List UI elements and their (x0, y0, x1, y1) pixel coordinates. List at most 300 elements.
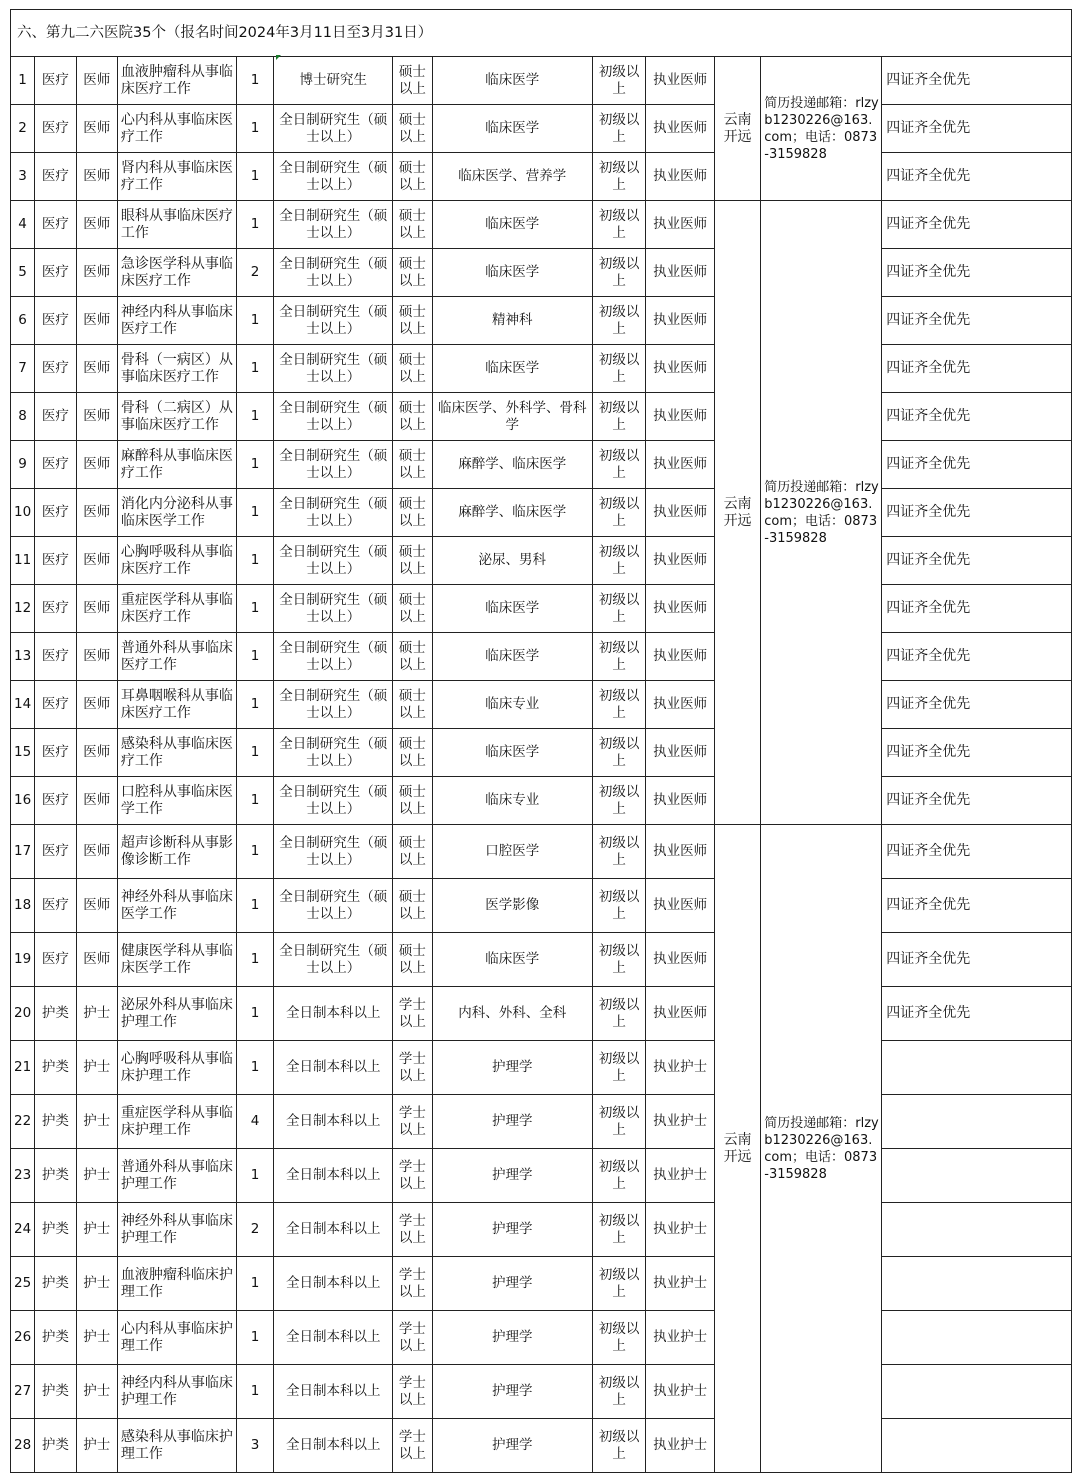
table-row (11, 633, 1072, 681)
education-cell: 全日制本科以上 (274, 1095, 393, 1149)
education-cell: 全日制研究生（硕士以上） (274, 729, 393, 777)
table-row (11, 201, 1072, 249)
education-cell: 全日制本科以上 (274, 1311, 393, 1365)
education-cell: 全日制本科以上 (274, 1419, 393, 1473)
degree-cell: 硕士以上 (393, 879, 432, 933)
category-cell: 医疗 (35, 585, 76, 633)
headcount-cell: 1 (236, 489, 273, 537)
row-number-cell: 20 (11, 987, 35, 1041)
position-type-cell: 护士 (76, 1149, 117, 1203)
job-description-cell: 血液肿瘤科临床护理工作 (117, 1257, 236, 1311)
major-cell: 临床医学 (432, 57, 592, 105)
major-cell: 护理学 (432, 1095, 592, 1149)
headcount-cell: 1 (236, 933, 273, 987)
table-row (11, 1257, 1072, 1311)
education-cell: 全日制研究生（硕士以上） (274, 249, 393, 297)
professional-title-cell: 初级以上 (592, 879, 645, 933)
job-description-cell: 心胸呼吸科从事临床护理工作 (117, 1041, 236, 1095)
major-cell: 麻醉学、临床医学 (432, 441, 592, 489)
position-type-cell: 医师 (76, 933, 117, 987)
degree-cell: 硕士以上 (393, 489, 432, 537)
note-cell: 四证齐全优先 (882, 987, 1072, 1041)
degree-cell: 硕士以上 (393, 249, 432, 297)
note-cell: 四证齐全优先 (882, 441, 1072, 489)
position-type-cell: 医师 (76, 633, 117, 681)
headcount-cell: 1 (236, 345, 273, 393)
education-cell: 全日制本科以上 (274, 1149, 393, 1203)
professional-title-cell: 初级以上 (592, 1041, 645, 1095)
certificate-cell: 执业医师 (646, 879, 715, 933)
location-cell: 云南 开远 (714, 57, 760, 201)
note-cell: 四证齐全优先 (882, 57, 1072, 105)
table-title-row (11, 10, 1072, 57)
major-cell: 医学影像 (432, 879, 592, 933)
position-type-cell: 护士 (76, 1419, 117, 1473)
degree-cell: 硕士以上 (393, 393, 432, 441)
headcount-cell: 2 (236, 1203, 273, 1257)
category-cell: 护类 (35, 1257, 76, 1311)
job-description-cell: 感染科从事临床护理工作 (117, 1419, 236, 1473)
major-cell: 护理学 (432, 1041, 592, 1095)
degree-cell: 硕士以上 (393, 153, 432, 201)
certificate-cell: 执业医师 (646, 987, 715, 1041)
major-cell: 临床医学 (432, 201, 592, 249)
degree-cell: 学士以上 (393, 1365, 432, 1419)
degree-cell: 学士以上 (393, 1203, 432, 1257)
education-cell: 全日制研究生（硕士以上） (274, 393, 393, 441)
degree-cell: 学士以上 (393, 1419, 432, 1473)
degree-cell: 硕士以上 (393, 105, 432, 153)
professional-title-cell: 初级以上 (592, 1149, 645, 1203)
professional-title-cell: 初级以上 (592, 345, 645, 393)
education-cell: 全日制研究生（硕士以上） (274, 297, 393, 345)
note-cell (882, 1203, 1072, 1257)
professional-title-cell: 初级以上 (592, 489, 645, 537)
table-row (11, 297, 1072, 345)
professional-title-cell: 初级以上 (592, 633, 645, 681)
category-cell: 医疗 (35, 105, 76, 153)
professional-title-cell: 初级以上 (592, 1311, 645, 1365)
note-cell: 四证齐全优先 (882, 537, 1072, 585)
professional-title-cell: 初级以上 (592, 297, 645, 345)
row-number-cell: 17 (11, 825, 35, 879)
headcount-cell: 1 (236, 729, 273, 777)
degree-cell: 硕士以上 (393, 777, 432, 825)
location-cell: 云南 开远 (714, 825, 760, 1473)
headcount-cell: 1 (236, 1311, 273, 1365)
table-row (11, 1203, 1072, 1257)
position-type-cell: 医师 (76, 537, 117, 585)
table-row (11, 681, 1072, 729)
row-number-cell: 2 (11, 105, 35, 153)
education-cell: 全日制本科以上 (274, 987, 393, 1041)
degree-cell: 硕士以上 (393, 297, 432, 345)
professional-title-cell: 初级以上 (592, 201, 645, 249)
headcount-cell: 1 (236, 297, 273, 345)
certificate-cell: 执业医师 (646, 297, 715, 345)
note-cell: 四证齐全优先 (882, 489, 1072, 537)
note-cell: 四证齐全优先 (882, 825, 1072, 879)
certificate-cell: 执业护士 (646, 1203, 715, 1257)
job-description-cell: 骨科（一病区）从事临床医疗工作 (117, 345, 236, 393)
job-description-cell: 重症医学科从事临床医疗工作 (117, 585, 236, 633)
job-description-cell: 口腔科从事临床医学工作 (117, 777, 236, 825)
certificate-cell: 执业医师 (646, 249, 715, 297)
degree-cell: 硕士以上 (393, 585, 432, 633)
education-cell: 全日制研究生（硕士以上） (274, 489, 393, 537)
degree-cell: 硕士以上 (393, 537, 432, 585)
note-cell: 四证齐全优先 (882, 201, 1072, 249)
degree-cell: 学士以上 (393, 1041, 432, 1095)
education-cell: 全日制研究生（硕士以上） (274, 201, 393, 249)
headcount-cell: 1 (236, 153, 273, 201)
category-cell: 护类 (35, 1311, 76, 1365)
education-cell: 全日制研究生（硕士以上） (274, 933, 393, 987)
headcount-cell: 1 (236, 681, 273, 729)
certificate-cell: 执业护士 (646, 1419, 715, 1473)
major-cell: 临床医学 (432, 633, 592, 681)
headcount-cell: 1 (236, 393, 273, 441)
category-cell: 医疗 (35, 537, 76, 585)
table-title: 六、第九二六医院35个（报名时间2024年3月11日至3月31日） (11, 10, 1072, 57)
professional-title-cell: 初级以上 (592, 537, 645, 585)
education-cell: 全日制研究生（硕士以上） (274, 441, 393, 489)
note-cell: 四证齐全优先 (882, 933, 1072, 987)
table-row (11, 987, 1072, 1041)
position-type-cell: 医师 (76, 729, 117, 777)
job-description-cell: 神经外科从事临床医学工作 (117, 879, 236, 933)
position-type-cell: 医师 (76, 489, 117, 537)
table-row (11, 393, 1072, 441)
table-row (11, 1041, 1072, 1095)
row-number-cell: 24 (11, 1203, 35, 1257)
category-cell: 医疗 (35, 201, 76, 249)
table-row (11, 933, 1072, 987)
major-cell: 护理学 (432, 1149, 592, 1203)
job-description-cell: 麻醉科从事临床医疗工作 (117, 441, 236, 489)
position-type-cell: 医师 (76, 825, 117, 879)
professional-title-cell: 初级以上 (592, 393, 645, 441)
certificate-cell: 执业医师 (646, 729, 715, 777)
position-type-cell: 医师 (76, 393, 117, 441)
professional-title-cell: 初级以上 (592, 987, 645, 1041)
job-description-cell: 神经内科从事临床护理工作 (117, 1365, 236, 1419)
headcount-cell: 1 (236, 1365, 273, 1419)
category-cell: 医疗 (35, 633, 76, 681)
job-description-cell: 泌尿外科从事临床护理工作 (117, 987, 236, 1041)
job-description-cell: 普通外科从事临床医疗工作 (117, 633, 236, 681)
table-row (11, 729, 1072, 777)
job-description-cell: 心内科从事临床医疗工作 (117, 105, 236, 153)
headcount-cell: 1 (236, 1149, 273, 1203)
row-number-cell: 4 (11, 201, 35, 249)
professional-title-cell: 初级以上 (592, 1365, 645, 1419)
row-number-cell: 14 (11, 681, 35, 729)
note-cell: 四证齐全优先 (882, 585, 1072, 633)
note-cell: 四证齐全优先 (882, 297, 1072, 345)
row-number-cell: 15 (11, 729, 35, 777)
category-cell: 护类 (35, 1203, 76, 1257)
education-cell: 全日制本科以上 (274, 1203, 393, 1257)
table-row (11, 1419, 1072, 1473)
major-cell: 临床医学 (432, 729, 592, 777)
position-type-cell: 护士 (76, 1365, 117, 1419)
degree-cell: 学士以上 (393, 1311, 432, 1365)
headcount-cell: 1 (236, 777, 273, 825)
major-cell: 临床医学、外科学、骨科学 (432, 393, 592, 441)
certificate-cell: 执业医师 (646, 393, 715, 441)
category-cell: 医疗 (35, 345, 76, 393)
note-cell: 四证齐全优先 (882, 249, 1072, 297)
position-type-cell: 医师 (76, 777, 117, 825)
professional-title-cell: 初级以上 (592, 1095, 645, 1149)
education-cell: 全日制研究生（硕士以上） (274, 105, 393, 153)
category-cell: 护类 (35, 987, 76, 1041)
professional-title-cell: 初级以上 (592, 585, 645, 633)
row-number-cell: 9 (11, 441, 35, 489)
job-description-cell: 眼科从事临床医疗工作 (117, 201, 236, 249)
row-number-cell: 26 (11, 1311, 35, 1365)
table-row (11, 879, 1072, 933)
table-row (11, 153, 1072, 201)
job-description-cell: 急诊医学科从事临床医疗工作 (117, 249, 236, 297)
row-number-cell: 8 (11, 393, 35, 441)
professional-title-cell: 初级以上 (592, 933, 645, 987)
headcount-cell: 1 (236, 105, 273, 153)
row-number-cell: 22 (11, 1095, 35, 1149)
education-cell: 全日制本科以上 (274, 1041, 393, 1095)
table-row (11, 825, 1072, 879)
major-cell: 内科、外科、全科 (432, 987, 592, 1041)
table-row (11, 1149, 1072, 1203)
table-row (11, 777, 1072, 825)
row-number-cell: 5 (11, 249, 35, 297)
headcount-cell: 3 (236, 1419, 273, 1473)
certificate-cell: 执业医师 (646, 489, 715, 537)
headcount-cell: 1 (236, 585, 273, 633)
major-cell: 护理学 (432, 1257, 592, 1311)
education-cell: 博士研究生 (274, 57, 393, 105)
degree-cell: 硕士以上 (393, 681, 432, 729)
position-type-cell: 医师 (76, 297, 117, 345)
contact-cell: 简历投递邮箱：rlzyb1230226@163.com；电话：0873-3159828 (761, 201, 882, 825)
major-cell: 临床医学 (432, 345, 592, 393)
position-type-cell: 医师 (76, 345, 117, 393)
category-cell: 医疗 (35, 249, 76, 297)
row-number-cell: 11 (11, 537, 35, 585)
category-cell: 护类 (35, 1149, 76, 1203)
category-cell: 护类 (35, 1419, 76, 1473)
row-number-cell: 13 (11, 633, 35, 681)
row-number-cell: 19 (11, 933, 35, 987)
note-cell: 四证齐全优先 (882, 345, 1072, 393)
headcount-cell: 1 (236, 879, 273, 933)
table-row (11, 345, 1072, 393)
education-cell: 全日制研究生（硕士以上） (274, 825, 393, 879)
degree-cell: 硕士以上 (393, 201, 432, 249)
table-row (11, 537, 1072, 585)
position-type-cell: 医师 (76, 201, 117, 249)
job-description-cell: 普通外科从事临床护理工作 (117, 1149, 236, 1203)
professional-title-cell: 初级以上 (592, 441, 645, 489)
job-description-cell: 神经内科从事临床医疗工作 (117, 297, 236, 345)
note-cell: 四证齐全优先 (882, 393, 1072, 441)
job-description-cell: 感染科从事临床医疗工作 (117, 729, 236, 777)
position-type-cell: 护士 (76, 1311, 117, 1365)
position-type-cell: 医师 (76, 585, 117, 633)
position-type-cell: 护士 (76, 1095, 117, 1149)
category-cell: 医疗 (35, 441, 76, 489)
professional-title-cell: 初级以上 (592, 1257, 645, 1311)
location-cell: 云南 开远 (714, 201, 760, 825)
job-description-cell: 骨科（二病区）从事临床医疗工作 (117, 393, 236, 441)
job-description-cell: 血液肿瘤科从事临床医疗工作 (117, 57, 236, 105)
row-number-cell: 25 (11, 1257, 35, 1311)
certificate-cell: 执业医师 (646, 201, 715, 249)
degree-cell: 硕士以上 (393, 933, 432, 987)
major-cell: 护理学 (432, 1419, 592, 1473)
certificate-cell: 执业医师 (646, 585, 715, 633)
education-cell: 全日制本科以上 (274, 1257, 393, 1311)
category-cell: 医疗 (35, 393, 76, 441)
note-cell: 四证齐全优先 (882, 729, 1072, 777)
headcount-cell: 1 (236, 825, 273, 879)
note-cell: 四证齐全优先 (882, 681, 1072, 729)
education-cell: 全日制研究生（硕士以上） (274, 777, 393, 825)
education-cell: 全日制研究生（硕士以上） (274, 585, 393, 633)
certificate-cell: 执业护士 (646, 1095, 715, 1149)
category-cell: 医疗 (35, 681, 76, 729)
position-type-cell: 护士 (76, 1257, 117, 1311)
note-cell (882, 1365, 1072, 1419)
education-cell: 全日制研究生（硕士以上） (274, 681, 393, 729)
position-type-cell: 医师 (76, 57, 117, 105)
position-type-cell: 医师 (76, 249, 117, 297)
row-number-cell: 16 (11, 777, 35, 825)
cell-comment-marker (276, 55, 281, 60)
degree-cell: 硕士以上 (393, 729, 432, 777)
category-cell: 护类 (35, 1095, 76, 1149)
professional-title-cell: 初级以上 (592, 825, 645, 879)
major-cell: 泌尿、男科 (432, 537, 592, 585)
row-number-cell: 3 (11, 153, 35, 201)
certificate-cell: 执业护士 (646, 1365, 715, 1419)
certificate-cell: 执业医师 (646, 537, 715, 585)
degree-cell: 硕士以上 (393, 57, 432, 105)
row-number-cell: 6 (11, 297, 35, 345)
category-cell: 医疗 (35, 879, 76, 933)
job-description-cell: 耳鼻咽喉科从事临床医疗工作 (117, 681, 236, 729)
certificate-cell: 执业医师 (646, 441, 715, 489)
position-type-cell: 医师 (76, 441, 117, 489)
note-cell (882, 1149, 1072, 1203)
degree-cell: 学士以上 (393, 987, 432, 1041)
certificate-cell: 执业医师 (646, 681, 715, 729)
major-cell: 临床医学 (432, 105, 592, 153)
headcount-cell: 2 (236, 249, 273, 297)
position-type-cell: 护士 (76, 1041, 117, 1095)
job-description-cell: 重症医学科从事临床护理工作 (117, 1095, 236, 1149)
row-number-cell: 28 (11, 1419, 35, 1473)
position-type-cell: 医师 (76, 879, 117, 933)
degree-cell: 硕士以上 (393, 345, 432, 393)
table-row (11, 441, 1072, 489)
row-number-cell: 12 (11, 585, 35, 633)
category-cell: 医疗 (35, 153, 76, 201)
table-row (11, 1311, 1072, 1365)
category-cell: 护类 (35, 1041, 76, 1095)
table-row (11, 1365, 1072, 1419)
category-cell: 医疗 (35, 933, 76, 987)
major-cell: 临床专业 (432, 777, 592, 825)
table-row (11, 57, 1072, 105)
education-cell: 全日制本科以上 (274, 1365, 393, 1419)
note-cell: 四证齐全优先 (882, 879, 1072, 933)
table-row (11, 585, 1072, 633)
professional-title-cell: 初级以上 (592, 681, 645, 729)
education-cell: 全日制研究生（硕士以上） (274, 153, 393, 201)
category-cell: 医疗 (35, 297, 76, 345)
table-row (11, 1095, 1072, 1149)
major-cell: 临床医学 (432, 585, 592, 633)
row-number-cell: 23 (11, 1149, 35, 1203)
note-cell (882, 1419, 1072, 1473)
major-cell: 临床医学 (432, 249, 592, 297)
major-cell: 麻醉学、临床医学 (432, 489, 592, 537)
job-description-cell: 超声诊断科从事影像诊断工作 (117, 825, 236, 879)
row-number-cell: 18 (11, 879, 35, 933)
major-cell: 口腔医学 (432, 825, 592, 879)
note-cell (882, 1257, 1072, 1311)
professional-title-cell: 初级以上 (592, 105, 645, 153)
category-cell: 医疗 (35, 777, 76, 825)
major-cell: 临床医学 (432, 933, 592, 987)
professional-title-cell: 初级以上 (592, 1419, 645, 1473)
headcount-cell: 1 (236, 57, 273, 105)
note-cell: 四证齐全优先 (882, 153, 1072, 201)
education-cell: 全日制研究生（硕士以上） (274, 633, 393, 681)
position-type-cell: 护士 (76, 987, 117, 1041)
major-cell: 精神科 (432, 297, 592, 345)
professional-title-cell: 初级以上 (592, 57, 645, 105)
professional-title-cell: 初级以上 (592, 729, 645, 777)
certificate-cell: 执业护士 (646, 1149, 715, 1203)
certificate-cell: 执业护士 (646, 1311, 715, 1365)
table-row (11, 105, 1072, 153)
contact-cell: 简历投递邮箱：rlzyb1230226@163.com；电话：0873-3159828 (761, 57, 882, 201)
recruitment-table (10, 9, 1072, 1473)
category-cell: 医疗 (35, 57, 76, 105)
note-cell (882, 1095, 1072, 1149)
degree-cell: 学士以上 (393, 1257, 432, 1311)
major-cell: 护理学 (432, 1203, 592, 1257)
job-description-cell: 神经外科从事临床护理工作 (117, 1203, 236, 1257)
major-cell: 临床医学、营养学 (432, 153, 592, 201)
major-cell: 临床专业 (432, 681, 592, 729)
position-type-cell: 护士 (76, 1203, 117, 1257)
degree-cell: 学士以上 (393, 1149, 432, 1203)
row-number-cell: 7 (11, 345, 35, 393)
professional-title-cell: 初级以上 (592, 249, 645, 297)
professional-title-cell: 初级以上 (592, 153, 645, 201)
education-cell: 全日制研究生（硕士以上） (274, 879, 393, 933)
headcount-cell: 1 (236, 201, 273, 249)
job-description-cell: 健康医学科从事临床医学工作 (117, 933, 236, 987)
note-cell: 四证齐全优先 (882, 777, 1072, 825)
headcount-cell: 1 (236, 633, 273, 681)
table-row (11, 489, 1072, 537)
certificate-cell: 执业医师 (646, 933, 715, 987)
